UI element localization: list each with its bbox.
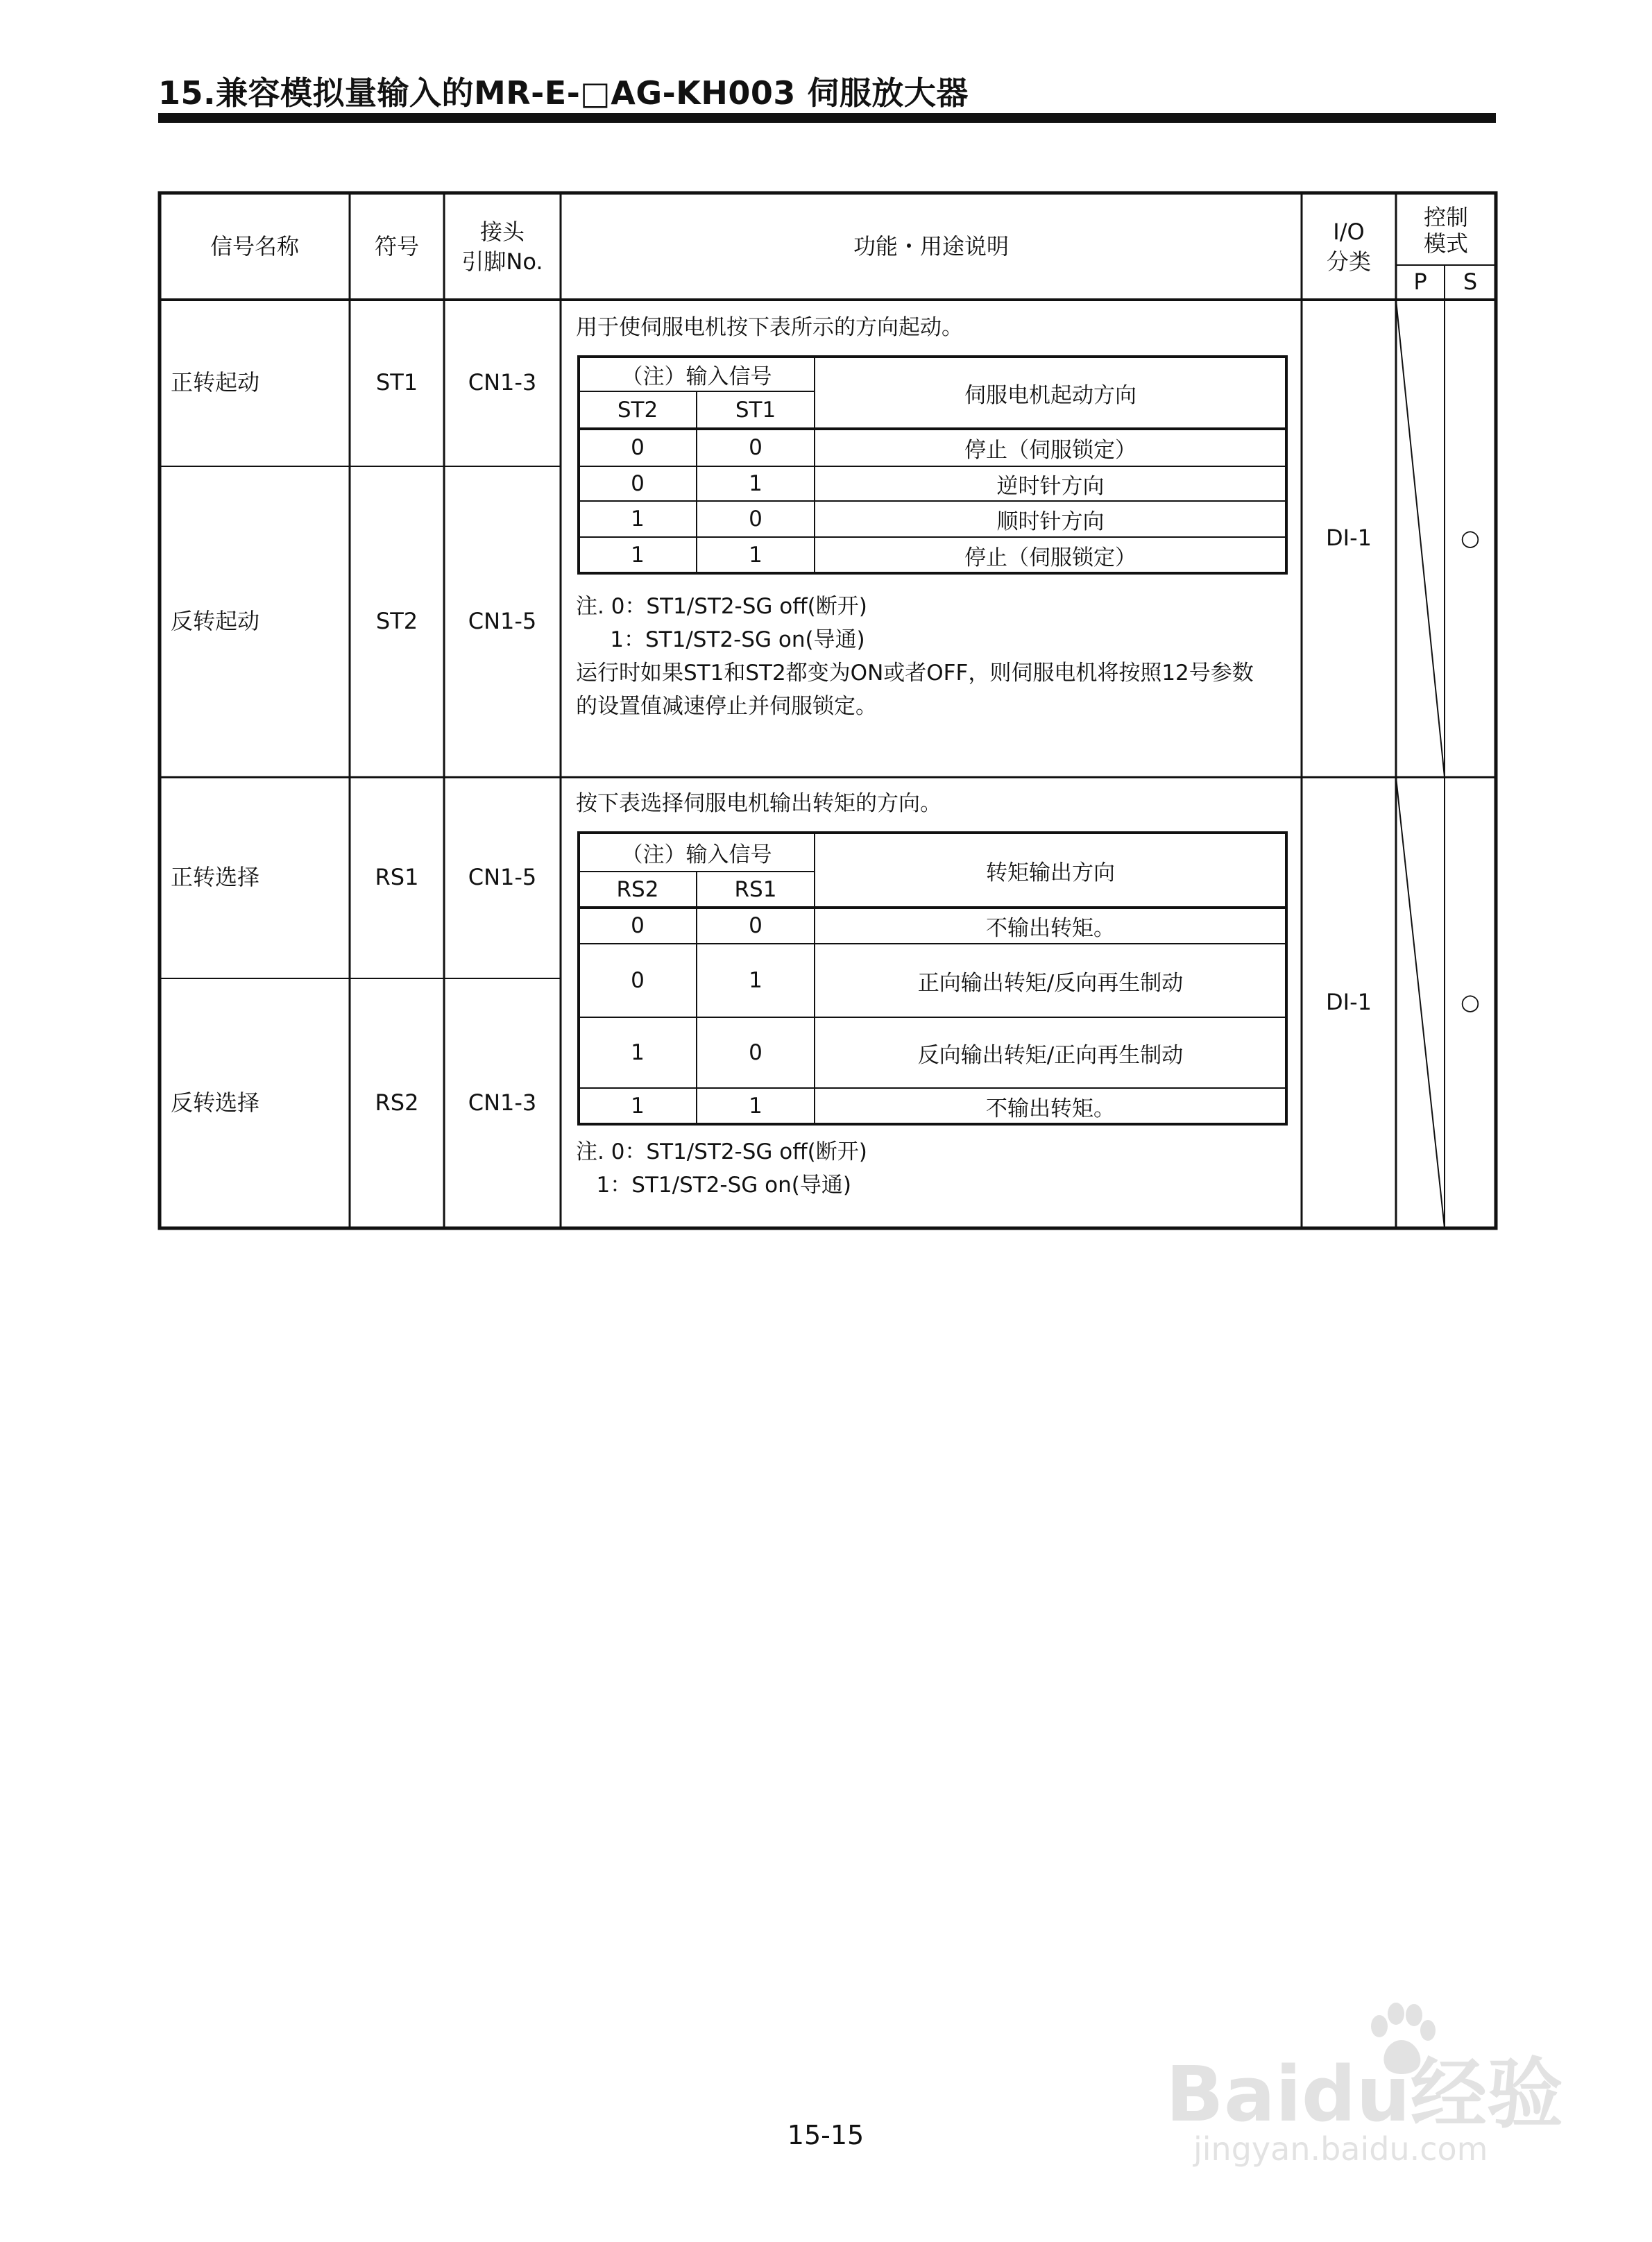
sub2-row2-result: 正向输出转矩/反向再生制动: [917, 970, 1184, 996]
sub1-row2-b: 1: [749, 471, 763, 496]
sub1-row1-b: 0: [749, 435, 763, 460]
sub2-row1-result: 不输出转矩。: [986, 915, 1115, 941]
group2-mode-s-mark: ○: [1461, 989, 1480, 1016]
header-symbol: 符号: [374, 233, 419, 260]
sub2-row3-result: 反向输出转矩/正向再生制动: [917, 1042, 1184, 1068]
symbol-st1: ST1: [375, 369, 418, 396]
symbol-rs1: RS1: [375, 864, 419, 891]
sub1-row4-a: 1: [631, 543, 645, 568]
symbol-st2: ST2: [375, 608, 418, 635]
sub2-result-header: 转矩输出方向: [986, 860, 1115, 885]
group1-note-2: 1：ST1/ST2-SG on(导通): [576, 627, 865, 652]
header-io-type: [1302, 194, 1396, 300]
pin-st1: CN1-3: [468, 369, 537, 396]
sub1-row3-result: 顺时针方向: [996, 509, 1105, 534]
sub1-row3-a: 1: [631, 507, 645, 532]
group2-note-2: 1：ST1/ST2-SG on(导通): [576, 1173, 851, 1198]
header-connector-line1: 接头: [479, 218, 525, 245]
symbol-rs2: RS2: [375, 1089, 419, 1116]
signal-name-st1: 正转起动: [171, 369, 260, 396]
header-mode-s: S: [1463, 269, 1478, 296]
sub2-row1-a: 0: [631, 913, 645, 938]
watermark-site: jingyan.baidu.com: [1193, 2130, 1488, 2168]
group1-intro: 用于使伺服电机按下表所示的方向起动。: [576, 315, 963, 340]
sub1-col-a: ST2: [617, 398, 658, 423]
sub2-input-label: （注）输入信号: [621, 842, 772, 867]
group1-mode-s-mark: ○: [1461, 525, 1480, 552]
group2-intro: 按下表选择伺服电机输出转矩的方向。: [576, 791, 942, 816]
sub2-row4-b: 1: [749, 1094, 763, 1119]
header-function: 功能・用途说明: [853, 233, 1009, 260]
sub1-row1-a: 0: [631, 435, 645, 460]
sub1-row4-result: 停止（伺服锁定）: [964, 545, 1136, 570]
sub2-col-b: RS1: [734, 877, 777, 902]
sub1-row2-a: 0: [631, 471, 645, 496]
sub2-row4-a: 1: [631, 1094, 645, 1119]
header-signal-name: 信号名称: [210, 233, 299, 260]
watermark-brand: Baidu经验: [1166, 2050, 1563, 2139]
header-connector-line2: 引脚No.: [461, 248, 543, 275]
sub1-input-label: （注）输入信号: [621, 364, 772, 389]
header-connector-pin: [444, 194, 561, 300]
sub1-result-header: 伺服电机起动方向: [964, 382, 1136, 408]
sub2-row2-a: 0: [631, 968, 645, 993]
sub2-row1-b: 0: [749, 913, 763, 938]
pin-rs1: CN1-5: [468, 864, 537, 891]
pin-rs2: CN1-3: [468, 1089, 537, 1116]
sub2-row3-b: 0: [749, 1040, 763, 1065]
page-title: 15.兼容模拟量输入的MR-E-□AG-KH003 伺服放大器: [158, 74, 969, 112]
sub2-row4-result: 不输出转矩。: [986, 1096, 1115, 1121]
group2-note-1: 注. 0：ST1/ST2-SG off(断开): [576, 1139, 867, 1164]
signal-name-rs2: 反转选择: [171, 1089, 260, 1116]
sub2-row2-b: 1: [749, 968, 763, 993]
header-control-line2: 模式: [1423, 230, 1468, 257]
signal-name-st2: 反转起动: [171, 608, 260, 635]
header-mode-p: P: [1413, 269, 1427, 296]
sub1-row4-b: 1: [749, 543, 763, 568]
sub2-col-a: RS2: [616, 877, 659, 902]
group1-io-type: DI-1: [1326, 525, 1372, 552]
group1-note-4: 的设置值减速停止并伺服锁定。: [576, 694, 877, 719]
page-number: 15-15: [787, 2120, 865, 2150]
header-io-line2: 分类: [1326, 248, 1371, 275]
baidu-watermark: [1152, 1992, 1582, 2179]
sub1-row1-result: 停止（伺服锁定）: [964, 437, 1136, 463]
header-control-mode: [1396, 196, 1496, 265]
sub1-row2-result: 逆时针方向: [996, 473, 1105, 499]
header-control-line1: 控制: [1423, 203, 1468, 230]
sub1-row3-b: 0: [749, 507, 763, 532]
group1-note-1: 注. 0：ST1/ST2-SG off(断开): [576, 594, 867, 619]
pin-st2: CN1-5: [468, 608, 537, 635]
sub1-col-b: ST1: [735, 398, 776, 423]
group2-io-type: DI-1: [1326, 989, 1372, 1016]
header-io-line1: I/O: [1333, 218, 1365, 245]
sub2-row3-a: 1: [631, 1040, 645, 1065]
group1-note-3: 运行时如果ST1和ST2都变为ON或者OFF，则伺服电机将按照12号参数: [576, 661, 1254, 686]
signal-name-rs1: 正转选择: [171, 864, 260, 891]
